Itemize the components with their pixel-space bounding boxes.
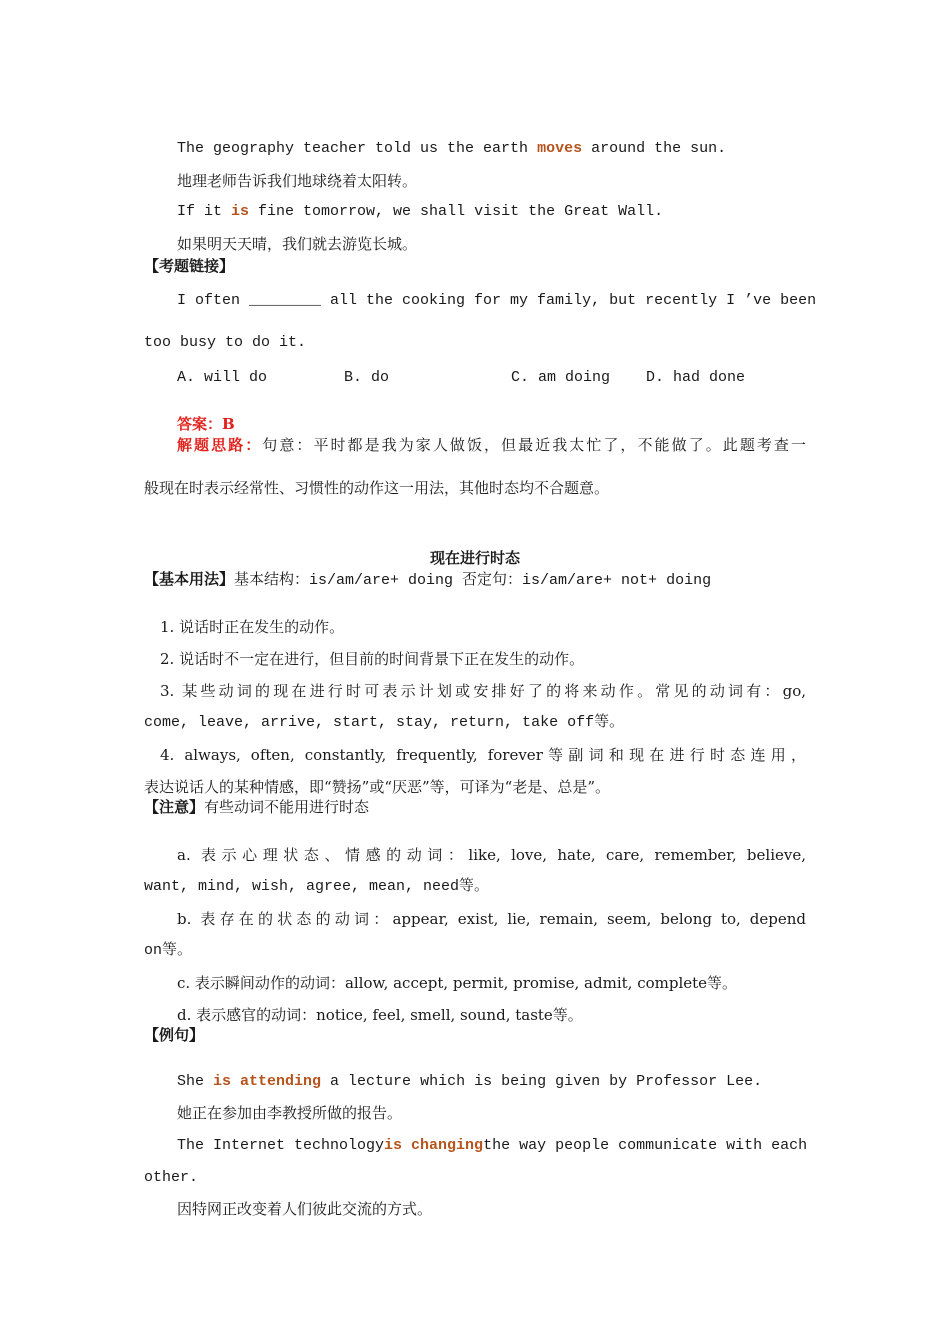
usage-item-1: 1. 说话时正在发生的动作。 — [160, 618, 345, 636]
basic-usage-text: 基本结构：is/am/are+ doing 否定句：is/am/are+ not+ doing — [234, 572, 712, 589]
sentence-text: the way people communicate with each — [483, 1137, 808, 1154]
analysis-text: 句意：平时都是我为家人做饭，但最近我太忙了，不能做了。此题考查一 — [262, 436, 806, 454]
highlighted-verb: is changing — [384, 1137, 484, 1154]
sentence-text: around the sun. — [582, 140, 727, 157]
example-translation-2: 如果明天天晴，我们就去游览长城。 — [177, 235, 418, 253]
note-item-a: a. 表示心理状态、情感的动词：like, love, hate, care, remember, believe, — [177, 846, 806, 864]
highlighted-verb: is attending — [213, 1073, 322, 1090]
note-item-d: d. 表示感官的动词：notice, feel, smell, sound, taste等。 — [177, 1006, 583, 1024]
highlighted-verb: is — [231, 203, 250, 220]
exam-link-heading: 【考题链接】 — [144, 257, 235, 275]
option-c: C. am doing — [511, 369, 611, 386]
note-text: 有些动词不能用进行时态 — [204, 798, 370, 816]
usage-item-4-cont: 表达说话人的某种情感，即“赞扬”或“厌恶”等，可译为“老是、总是”。 — [144, 778, 611, 796]
option-d: D. had done — [646, 369, 746, 386]
example-translation-4: 因特网正改变着人们彼此交流的方式。 — [177, 1200, 433, 1218]
option-a: A. will do — [177, 369, 268, 386]
example-sentence-4-cont: other. — [144, 1169, 199, 1186]
sentence-text: If it — [177, 203, 232, 220]
analysis-label: 解题思路： — [177, 436, 263, 454]
question-line-1: I often ________ all the cooking for my family, but recently I ’ve been — [177, 292, 817, 309]
highlighted-verb: moves — [537, 140, 583, 157]
example-sentence-1 — [177, 139, 726, 159]
note-label: 【注意】 — [144, 798, 205, 816]
example-translation-1: 地理老师告诉我们地球绕着太阳转。 — [177, 172, 418, 190]
basic-usage-label: 【基本用法】 — [144, 570, 235, 588]
usage-item-3: 3. 某些动词的现在进行时可表示计划或安排好了的将来动作。常见的动词有：go, — [160, 682, 806, 700]
question-line-2: too busy to do it. — [144, 334, 307, 351]
example-sentence-3 — [177, 1072, 762, 1092]
note-item-a-cont: want, mind, wish, agree, mean, need等。 — [144, 878, 490, 895]
example-sentence-2 — [177, 202, 663, 222]
usage-item-3-cont: come, leave, arrive, start, stay, return, take off等。 — [144, 714, 625, 731]
sentence-text: The geography teacher told us the earth — [177, 140, 538, 157]
section-title: 现在进行时态 — [429, 549, 520, 567]
note-item-b-cont: on等。 — [144, 942, 193, 959]
basic-usage — [144, 569, 711, 591]
analysis-line-2: 般现在时表示经常性、习惯性的动作这一用法，其他时态均不合题意。 — [144, 479, 610, 497]
sentence-text: fine tomorrow, we shall visit the Great Wall. — [249, 203, 664, 220]
sentence-text: She — [177, 1073, 214, 1090]
sentence-text: a lecture which is being given by Professor Lee. — [321, 1073, 763, 1090]
sentence-text: The Internet technology — [177, 1137, 385, 1154]
option-b: B. do — [344, 369, 390, 386]
usage-item-2: 2. 说话时不一定在进行，但目前的时间背景下正在发生的动作。 — [160, 650, 585, 668]
example-sentence-4 — [177, 1136, 806, 1156]
note — [144, 797, 369, 817]
analysis-line-1 — [177, 435, 806, 455]
example-heading: 【例句】 — [144, 1026, 205, 1044]
note-item-b: b. 表存在的状态的动词：appear, exist, lie, remain, seem, belong to, depend — [177, 910, 806, 928]
note-item-c: c. 表示瞬间动作的动词：allow, accept, permit, promise, admit, complete等。 — [177, 974, 738, 992]
usage-item-4: 4. always, often, constantly, frequently, forever等副词和现在进行时态连用， — [160, 746, 806, 764]
example-translation-3: 她正在参加由李教授所做的报告。 — [177, 1104, 403, 1122]
answer: 答案：B — [177, 415, 235, 433]
